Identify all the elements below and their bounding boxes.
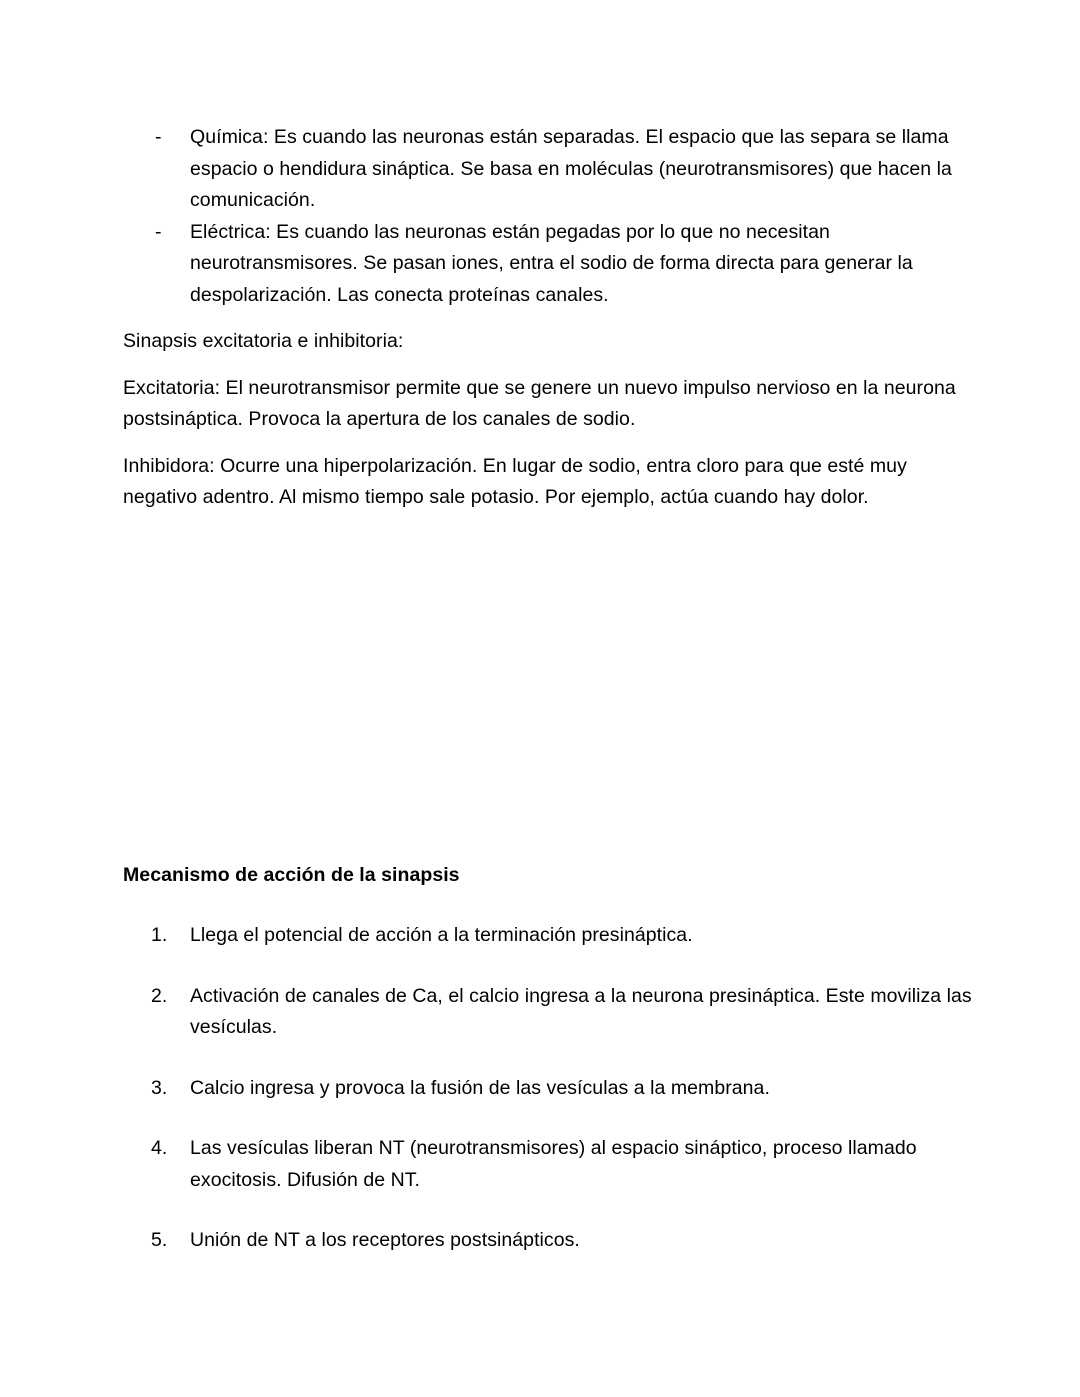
list-item-number: 4.: [151, 1137, 168, 1159]
list-item: [123, 1133, 980, 1196]
synapse-types-list: [123, 122, 959, 311]
list-item: [123, 217, 959, 312]
list-item-text: Las vesículas liberan NT (neurotransmisores) al espacio sináptico, proceso llamado exocitosis. Difusión de NT.: [190, 1137, 917, 1191]
list-item-text: Eléctrica: Es cuando las neuronas están pegadas por lo que no necesitan neurotransmisores. Se pasan iones, entra el sodio de forma directa para generar la despolarización. Las conecta proteínas canales.: [190, 220, 913, 306]
mechanism-heading: Mecanismo de acción de la sinapsis: [123, 863, 460, 886]
list-item-text: Calcio ingresa y provoca la fusión de las vesículas a la membrana.: [190, 1076, 770, 1099]
document-content: [123, 122, 972, 1257]
list-item-text: Química: Es cuando las neuronas están separadas. El espacio que las separa se llama espacio o hendidura sináptica. Se basa en moléculas (neurotransmisores) que hacen la comunicación.: [190, 126, 952, 211]
list-item-number: 5.: [151, 1229, 168, 1251]
list-item: [123, 1073, 980, 1105]
list-item: [123, 1225, 980, 1257]
list-item-text: Llega el potencial de acción a la terminación presináptica.: [190, 924, 693, 946]
list-item-number: 1.: [151, 924, 168, 946]
mechanism-steps-list: [123, 920, 972, 1257]
dash-bullet-icon: -: [155, 126, 162, 148]
inhibitory-paragraph: Inhibidora: Ocurre una hiperpolarización. En lugar de sodio, entra cloro para que esté muy negativo adentro. Al mismo tiempo sale potasio. Por ejemplo, actúa cuando hay dolor.: [123, 454, 907, 508]
list-item-number: 2.: [151, 984, 168, 1007]
excitatory-paragraph: Excitatoria: El neurotransmisor permite que se genere un nuevo impulso nervioso en la neurona postsináptica. Provoca la apertura de los canales de sodio.: [123, 376, 956, 430]
figure-placeholder: [123, 514, 959, 860]
list-item-text: Unión de NT a los receptores postsinápticos.: [190, 1229, 580, 1251]
list-item-number: 3.: [151, 1076, 168, 1099]
list-item-text: Activación de canales de Ca, el calcio ingresa a la neurona presináptica. Este moviliza las vesículas.: [190, 984, 972, 1038]
list-item: [123, 920, 980, 952]
excitatory-inhibitory-lead-in: Sinapsis excitatoria e inhibitoria:: [123, 330, 404, 352]
list-item: [123, 981, 980, 1044]
list-item: [123, 122, 959, 217]
dash-bullet-icon: -: [155, 220, 162, 243]
